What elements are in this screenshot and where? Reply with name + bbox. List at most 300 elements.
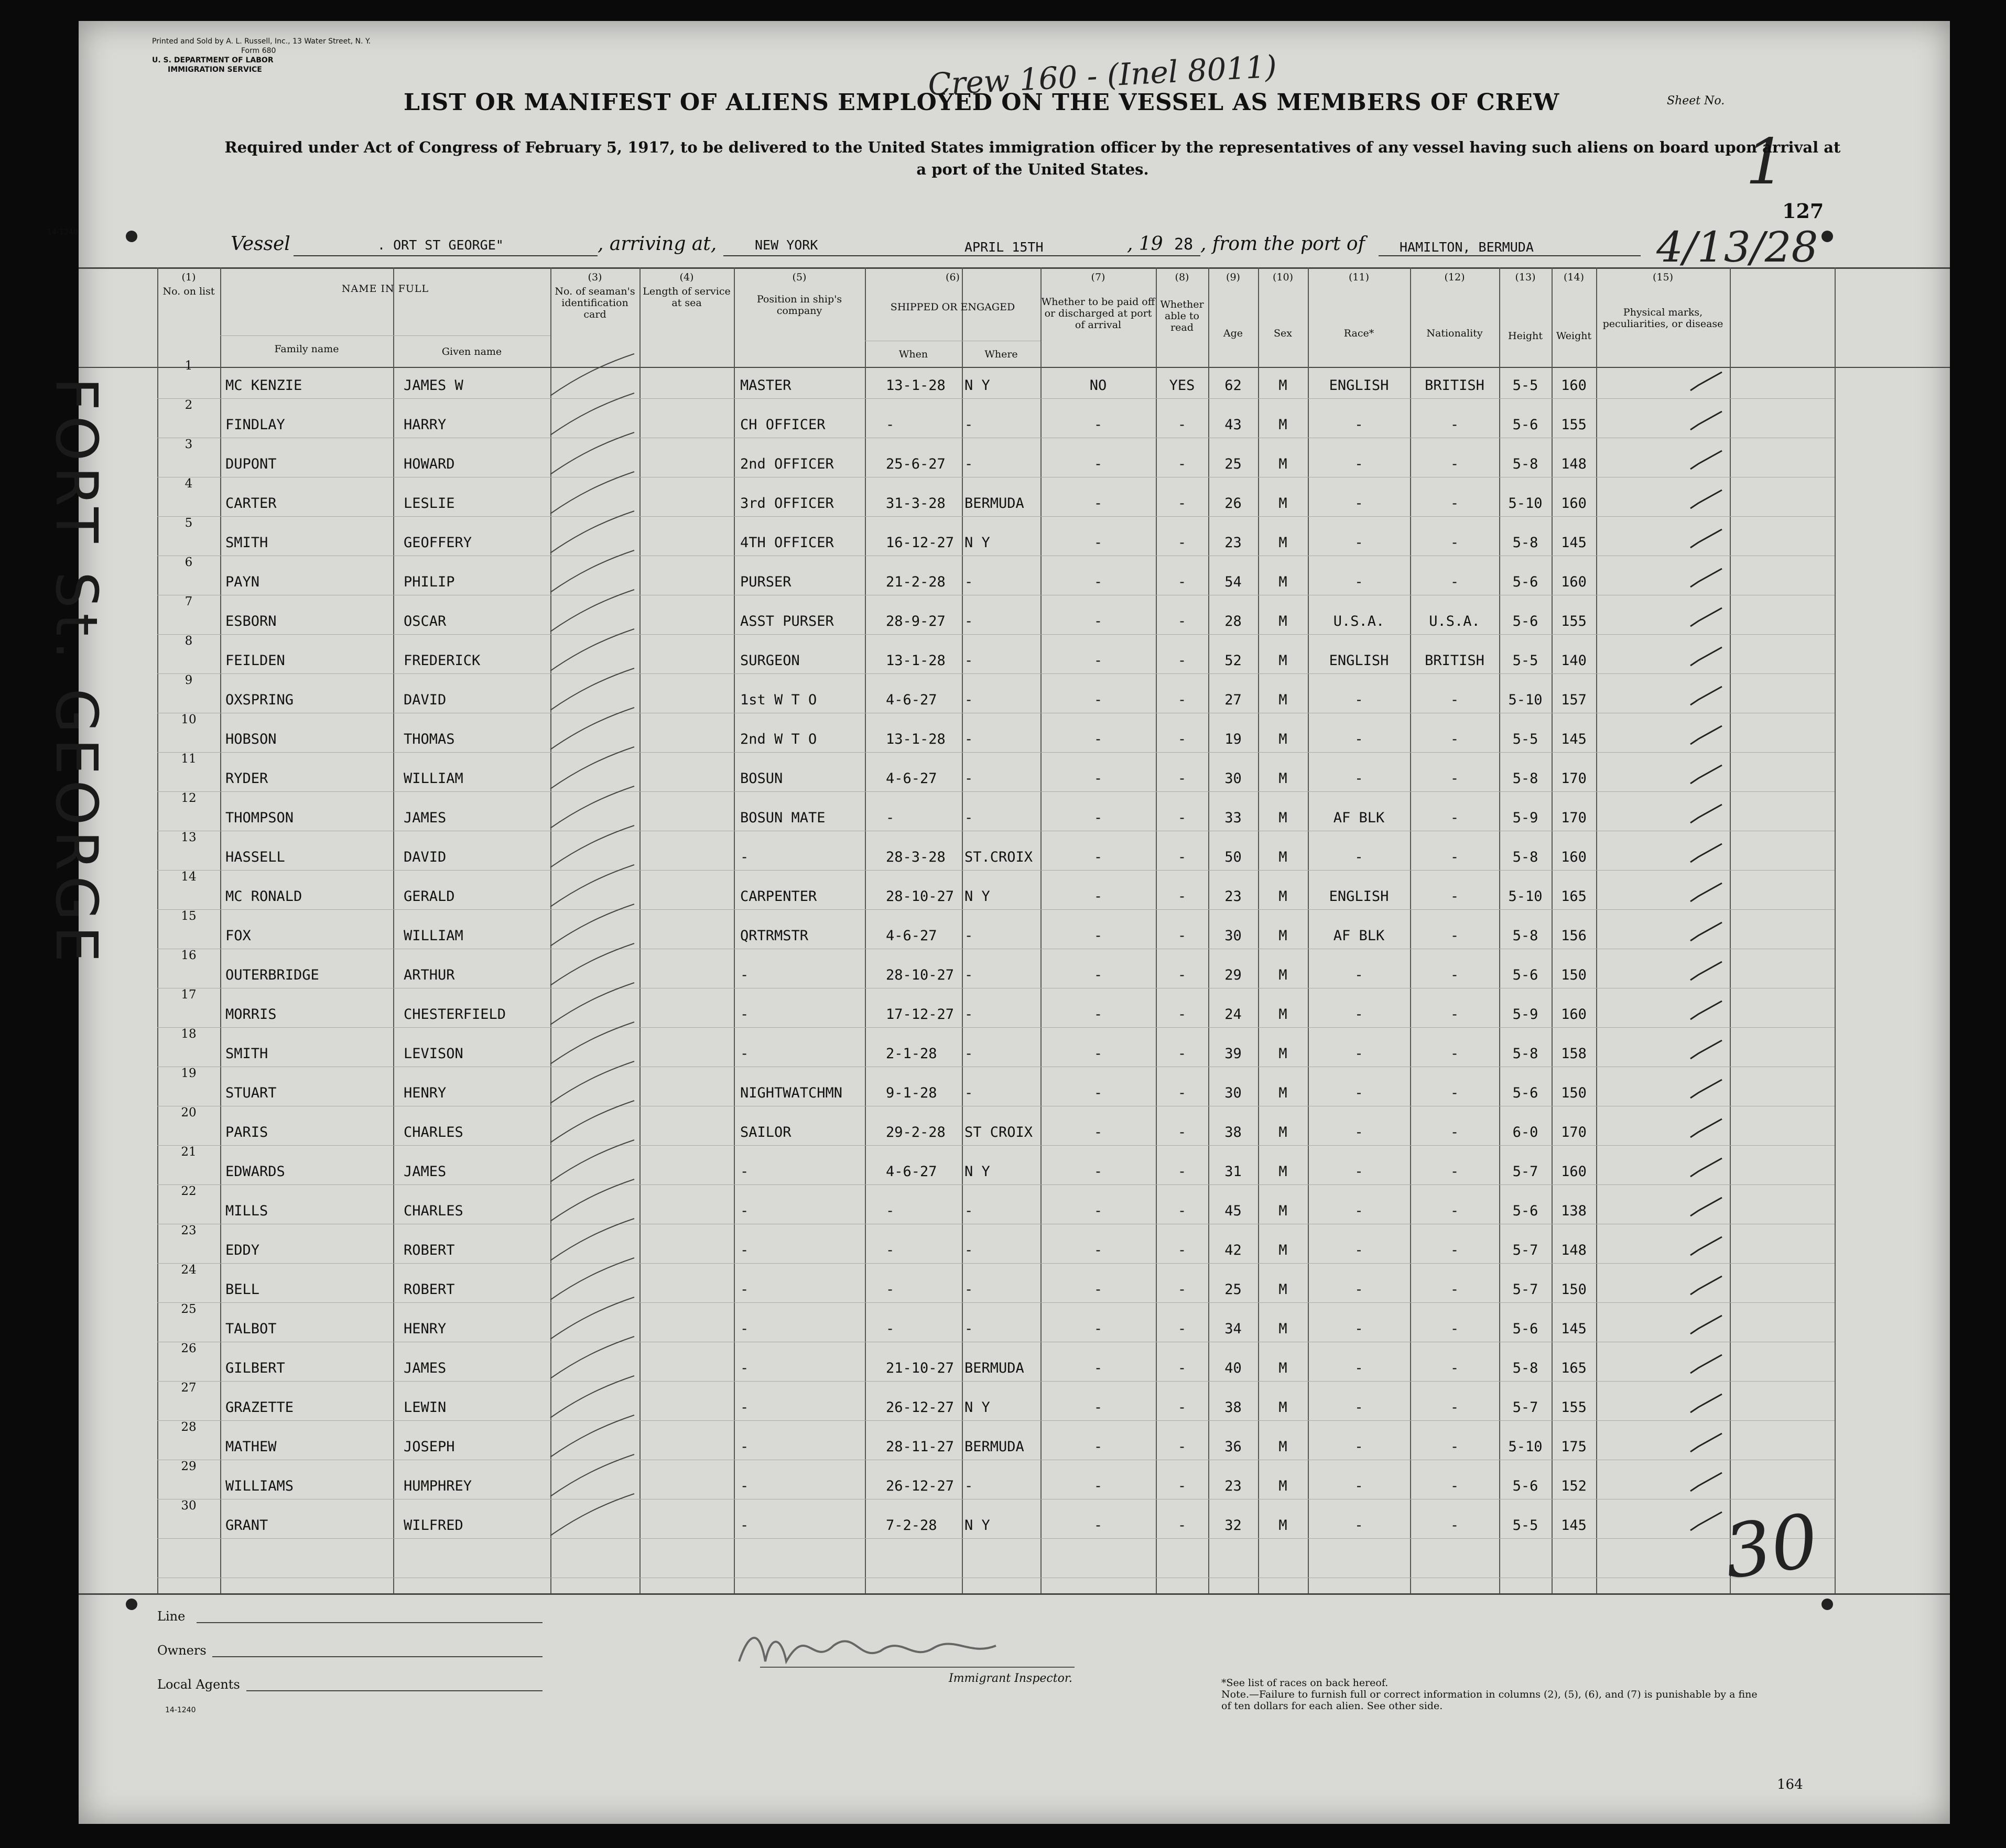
margin-vessel-name: FORT St. GEORGE xyxy=(43,377,110,968)
cell-paid: - xyxy=(1093,1046,1103,1062)
cell-where: ST.CROIX xyxy=(964,849,1033,865)
cell-where: - xyxy=(964,928,973,944)
cell-read: - xyxy=(1177,1124,1187,1140)
check-mark-icon xyxy=(1688,527,1725,553)
cell-where: - xyxy=(964,1478,973,1494)
cell-race: - xyxy=(1354,1242,1363,1258)
check-mark-icon xyxy=(1688,1392,1725,1418)
cell-height: 6-0 xyxy=(1512,1124,1538,1140)
cell-position: QRTRMSTR xyxy=(740,928,809,944)
where-header: Where xyxy=(984,349,1018,360)
cell-weight: 150 xyxy=(1561,1281,1587,1298)
cell-where: - xyxy=(964,1203,973,1219)
cell-weight: 175 xyxy=(1561,1439,1587,1455)
row-rule xyxy=(157,1184,1835,1185)
cell-family: MC KENZIE xyxy=(225,377,302,394)
cell-race: - xyxy=(1354,1321,1363,1337)
cell-when: 25-6-27 xyxy=(886,456,946,472)
row-number: 22 xyxy=(181,1184,197,1198)
handwritten-total: 30 xyxy=(1719,1498,1824,1596)
check-mark-icon xyxy=(1688,763,1725,789)
col10-number: (10) xyxy=(1272,271,1293,283)
cell-age: 24 xyxy=(1224,1006,1242,1023)
cell-given: FREDERICK xyxy=(404,653,481,669)
cell-sex: M xyxy=(1278,653,1287,669)
cell-read: - xyxy=(1177,1478,1187,1494)
cell-when: 13-1-28 xyxy=(886,377,946,394)
cell-nationality: U.S.A. xyxy=(1429,613,1480,629)
col3-number: (3) xyxy=(588,271,602,283)
cell-paid: - xyxy=(1093,692,1103,708)
cell-age: 30 xyxy=(1224,928,1242,944)
cell-when: 21-10-27 xyxy=(886,1360,955,1376)
cell-where: BERMUDA xyxy=(964,495,1024,512)
cell-read: - xyxy=(1177,1085,1187,1101)
cell-age: 36 xyxy=(1224,1439,1242,1455)
cell-race: ENGLISH xyxy=(1329,888,1389,905)
cell-when: 26-12-27 xyxy=(886,1478,955,1494)
cell-age: 34 xyxy=(1224,1321,1242,1337)
cell-age: 28 xyxy=(1224,613,1242,629)
cell-age: 23 xyxy=(1224,1478,1242,1494)
footnote-races: *See list of races on back hereof. xyxy=(1221,1677,1389,1689)
cell-position: 4TH OFFICER xyxy=(740,535,834,551)
cell-race: - xyxy=(1354,574,1363,590)
cell-paid: - xyxy=(1093,888,1103,905)
cell-sex: M xyxy=(1278,1085,1287,1101)
cell-family: DUPONT xyxy=(225,456,277,472)
row-number: 18 xyxy=(181,1027,197,1041)
cell-paid: - xyxy=(1093,967,1103,983)
cell-paid: - xyxy=(1093,1478,1103,1494)
cell-paid: - xyxy=(1093,1203,1103,1219)
cell-sex: M xyxy=(1278,613,1287,629)
cell-when: 4-6-27 xyxy=(886,1164,937,1180)
cell-where: - xyxy=(964,731,973,747)
row-number: 25 xyxy=(181,1302,197,1316)
cell-race: - xyxy=(1354,1439,1363,1455)
cell-nationality: - xyxy=(1450,1085,1459,1101)
check-mark-icon xyxy=(1688,409,1725,435)
cell-family: SMITH xyxy=(225,1046,268,1062)
cell-paid: - xyxy=(1093,613,1103,629)
cell-age: 43 xyxy=(1224,417,1242,433)
table-bottom-rule xyxy=(79,1593,1950,1595)
cell-race: - xyxy=(1354,967,1363,983)
cell-nationality: - xyxy=(1450,810,1459,826)
cell-position: - xyxy=(740,1203,749,1219)
inspector-signature xyxy=(734,1619,1006,1677)
cell-read: - xyxy=(1177,1006,1187,1023)
col5-header: Position in ship's company xyxy=(756,293,842,317)
cell-age: 32 xyxy=(1224,1517,1242,1534)
col13-number: (13) xyxy=(1515,271,1536,283)
cell-given: JOSEPH xyxy=(404,1439,455,1455)
cell-race: - xyxy=(1354,417,1363,433)
cell-paid: - xyxy=(1093,456,1103,472)
row-rule xyxy=(157,1145,1835,1146)
row-rule xyxy=(157,673,1835,674)
cell-age: 39 xyxy=(1224,1046,1242,1062)
cell-race: - xyxy=(1354,1164,1363,1180)
cell-read: - xyxy=(1177,810,1187,826)
cell-height: 5-6 xyxy=(1512,613,1538,629)
cell-height: 5-7 xyxy=(1512,1281,1538,1298)
form-number: Form 680 xyxy=(241,47,276,55)
cell-given: WILLIAM xyxy=(404,770,463,787)
cell-height: 5-10 xyxy=(1508,888,1543,905)
cell-paid: - xyxy=(1093,417,1103,433)
cell-height: 5-5 xyxy=(1512,1517,1538,1534)
cell-position: SURGEON xyxy=(740,653,800,669)
name-in-full-header: NAME IN FULL xyxy=(341,283,429,295)
page-title: LIST OR MANIFEST OF ALIENS EMPLOYED ON THE VESSEL AS MEMBERS OF CREW xyxy=(404,89,1560,116)
cell-weight: 170 xyxy=(1561,770,1587,787)
cell-family: PAYN xyxy=(225,574,260,590)
cell-nationality: - xyxy=(1450,928,1459,944)
cell-family: OXSPRING xyxy=(225,692,294,708)
cell-family: GRAZETTE xyxy=(225,1399,294,1416)
row-number: 14 xyxy=(181,870,197,884)
cell-read: - xyxy=(1177,535,1187,551)
cell-when: 2-1-28 xyxy=(886,1046,937,1062)
id-card-tick-icon xyxy=(545,1491,639,1538)
cell-when: 13-1-28 xyxy=(886,653,946,669)
cell-position: 2nd OFFICER xyxy=(740,456,834,472)
cell-where: - xyxy=(964,653,973,669)
cell-sex: M xyxy=(1278,928,1287,944)
cell-race: - xyxy=(1354,1360,1363,1376)
cell-where: BERMUDA xyxy=(964,1439,1024,1455)
cell-when: 28-9-27 xyxy=(886,613,946,629)
col11-number: (11) xyxy=(1348,271,1369,283)
cell-when: 17-12-27 xyxy=(886,1006,955,1023)
check-mark-icon xyxy=(1688,1116,1725,1143)
cell-nationality: - xyxy=(1450,1164,1459,1180)
cell-family: TALBOT xyxy=(225,1321,277,1337)
cell-weight: 156 xyxy=(1561,928,1587,944)
cell-race: ENGLISH xyxy=(1329,653,1389,669)
cell-race: - xyxy=(1354,535,1363,551)
cell-given: JAMES xyxy=(404,810,447,826)
cell-given: WILLIAM xyxy=(404,928,463,944)
cell-nationality: - xyxy=(1450,731,1459,747)
cell-height: 5-9 xyxy=(1512,810,1538,826)
cell-where: - xyxy=(964,967,973,983)
column-rule xyxy=(393,267,394,1593)
cell-age: 23 xyxy=(1224,535,1242,551)
cell-read: - xyxy=(1177,1242,1187,1258)
handwritten-crew-note: Crew 160 - (Inel 8011) xyxy=(927,48,1278,103)
cell-race: U.S.A. xyxy=(1333,613,1385,629)
cell-position: - xyxy=(740,1321,749,1337)
cell-family: PARIS xyxy=(225,1124,268,1140)
cell-race: - xyxy=(1354,849,1363,865)
row-number: 21 xyxy=(181,1145,197,1159)
cell-weight: 158 xyxy=(1561,1046,1587,1062)
cell-position: - xyxy=(740,1478,749,1494)
cell-race: - xyxy=(1354,1281,1363,1298)
col6-header: SHIPPED OR ENGAGED xyxy=(890,301,1015,313)
weight-header: Weight xyxy=(1556,330,1592,342)
cell-age: 42 xyxy=(1224,1242,1242,1258)
cell-race: - xyxy=(1354,731,1363,747)
row-rule xyxy=(157,1538,1835,1539)
cell-position: 3rd OFFICER xyxy=(740,495,834,512)
service-name: IMMIGRATION SERVICE xyxy=(168,66,262,74)
cell-family: FEILDEN xyxy=(225,653,285,669)
cell-when: 4-6-27 xyxy=(886,770,937,787)
row-number: 5 xyxy=(185,516,193,530)
cell-family: MORRIS xyxy=(225,1006,277,1023)
cell-position: - xyxy=(740,1360,749,1376)
cell-position: 1st W T O xyxy=(740,692,817,708)
cell-race: - xyxy=(1354,1085,1363,1101)
column-rule xyxy=(962,267,963,1593)
cell-given: HOWARD xyxy=(404,456,455,472)
row-number: 30 xyxy=(181,1499,197,1513)
cell-when: 28-10-27 xyxy=(886,967,955,983)
row-number: 28 xyxy=(181,1420,197,1434)
cell-paid: - xyxy=(1093,1399,1103,1416)
row-number: 15 xyxy=(181,909,197,923)
cell-given: ROBERT xyxy=(404,1242,455,1258)
cell-height: 5-7 xyxy=(1512,1399,1538,1416)
cell-read: - xyxy=(1177,574,1187,590)
cell-weight: 160 xyxy=(1561,574,1587,590)
col1-header: No. on list xyxy=(162,286,215,297)
cell-nationality: - xyxy=(1450,1242,1459,1258)
check-mark-icon xyxy=(1688,1352,1725,1378)
punch-hole xyxy=(1821,1599,1833,1610)
cell-when: - xyxy=(886,1321,895,1337)
arriving-label: , arriving at, xyxy=(598,233,717,255)
cell-when: 4-6-27 xyxy=(886,692,937,708)
check-mark-icon xyxy=(1688,1156,1725,1182)
row-rule xyxy=(157,1420,1835,1421)
cell-read: YES xyxy=(1169,377,1195,394)
page-corner-number: 164 xyxy=(1777,1777,1803,1792)
cell-family: FINDLAY xyxy=(225,417,285,433)
column-rule xyxy=(1835,267,1836,1593)
cell-height: 5-6 xyxy=(1512,1478,1538,1494)
cell-read: - xyxy=(1177,849,1187,865)
family-name-header: Family name xyxy=(274,343,339,355)
cell-when: - xyxy=(886,1281,895,1298)
cell-given: CHESTERFIELD xyxy=(404,1006,506,1023)
cell-read: - xyxy=(1177,456,1187,472)
cell-height: 5-9 xyxy=(1512,1006,1538,1023)
check-mark-icon xyxy=(1688,802,1725,828)
cell-age: 62 xyxy=(1224,377,1242,394)
cell-height: 5-10 xyxy=(1508,495,1543,512)
row-rule xyxy=(157,909,1835,910)
cell-weight: 160 xyxy=(1561,1164,1587,1180)
cell-when: 28-11-27 xyxy=(886,1439,955,1455)
cell-weight: 155 xyxy=(1561,1399,1587,1416)
cell-given: HENRY xyxy=(404,1321,447,1337)
cell-read: - xyxy=(1177,653,1187,669)
cell-sex: M xyxy=(1278,1399,1287,1416)
cell-sex: M xyxy=(1278,1517,1287,1534)
cell-weight: 155 xyxy=(1561,613,1587,629)
cell-weight: 155 xyxy=(1561,417,1587,433)
cell-where: N Y xyxy=(964,535,990,551)
cell-nationality: - xyxy=(1450,1478,1459,1494)
cell-sex: M xyxy=(1278,456,1287,472)
sex-header: Sex xyxy=(1274,328,1292,339)
cell-sex: M xyxy=(1278,810,1287,826)
cell-read: - xyxy=(1177,1046,1187,1062)
row-number: 2 xyxy=(185,398,193,412)
cell-weight: 160 xyxy=(1561,377,1587,394)
printer-imprint xyxy=(152,37,371,74)
from-port-label: , from the port of xyxy=(1200,233,1365,255)
cell-weight: 160 xyxy=(1561,495,1587,512)
row-number: 20 xyxy=(181,1106,197,1119)
check-mark-icon xyxy=(1688,1431,1725,1457)
cell-family: EDWARDS xyxy=(225,1164,285,1180)
cell-given: LEWIN xyxy=(404,1399,447,1416)
arrival-port: NEW YORK xyxy=(755,237,818,253)
cell-paid: - xyxy=(1093,1124,1103,1140)
col4-number: (4) xyxy=(679,271,694,283)
cell-paid: - xyxy=(1093,1281,1103,1298)
footer-owners-label: Owners xyxy=(157,1643,207,1658)
cell-given: CHARLES xyxy=(404,1203,463,1219)
cell-position: - xyxy=(740,1046,749,1062)
cell-when: 28-3-28 xyxy=(886,849,946,865)
row-number: 23 xyxy=(181,1224,197,1237)
cell-age: 26 xyxy=(1224,495,1242,512)
row-number: 7 xyxy=(185,595,193,608)
given-name-header: Given name xyxy=(441,346,502,357)
row-number: 17 xyxy=(181,988,197,1002)
cell-sex: M xyxy=(1278,1478,1287,1494)
cell-height: 5-6 xyxy=(1512,967,1538,983)
cell-position: 2nd W T O xyxy=(740,731,817,747)
vessel-name: . ORT ST GEORGE" xyxy=(377,237,504,253)
cell-family: FOX xyxy=(225,928,251,944)
cell-race: - xyxy=(1354,770,1363,787)
cell-paid: - xyxy=(1093,1517,1103,1534)
cell-paid: - xyxy=(1093,770,1103,787)
cell-given: PHILIP xyxy=(404,574,455,590)
cell-nationality: - xyxy=(1450,1360,1459,1376)
cell-sex: M xyxy=(1278,1439,1287,1455)
cell-nationality: - xyxy=(1450,1124,1459,1140)
col15-number: (15) xyxy=(1652,271,1673,283)
cell-height: 5-5 xyxy=(1512,377,1538,394)
check-mark-icon xyxy=(1688,645,1725,671)
cell-given: OSCAR xyxy=(404,613,447,629)
cell-where: - xyxy=(964,613,973,629)
column-rule xyxy=(639,267,641,1593)
cell-when: - xyxy=(886,417,895,433)
header-bottom-rule xyxy=(79,367,1950,368)
cell-position: MASTER xyxy=(740,377,791,394)
cell-sex: M xyxy=(1278,849,1287,865)
cell-family: MILLS xyxy=(225,1203,268,1219)
cell-age: 23 xyxy=(1224,888,1242,905)
cell-position: - xyxy=(740,967,749,983)
cell-age: 54 xyxy=(1224,574,1242,590)
cell-read: - xyxy=(1177,928,1187,944)
cell-position: NIGHTWATCHMN xyxy=(740,1085,843,1101)
cell-paid: - xyxy=(1093,1242,1103,1258)
row-number: 29 xyxy=(181,1460,197,1473)
cell-nationality: - xyxy=(1450,1281,1459,1298)
cell-given: ARTHUR xyxy=(404,967,455,983)
cell-race: - xyxy=(1354,1124,1363,1140)
cell-where: - xyxy=(964,1046,973,1062)
cell-sex: M xyxy=(1278,535,1287,551)
cell-when: - xyxy=(886,1203,895,1219)
cell-paid: - xyxy=(1093,1006,1103,1023)
handwritten-date: 4/13/28 xyxy=(1656,223,1818,271)
cell-position: BOSUN MATE xyxy=(740,810,826,826)
cell-weight: 138 xyxy=(1561,1203,1587,1219)
check-mark-icon xyxy=(1688,841,1725,867)
form-code-bottom: 14-1240 xyxy=(165,1706,196,1714)
cell-age: 19 xyxy=(1224,731,1242,747)
nationality-header: Nationality xyxy=(1426,328,1483,339)
cell-age: 30 xyxy=(1224,770,1242,787)
cell-paid: - xyxy=(1093,1439,1103,1455)
cell-when: 29-2-28 xyxy=(886,1124,946,1140)
cell-family: OUTERBRIDGE xyxy=(225,967,319,983)
cell-where: - xyxy=(964,456,973,472)
cell-when: 7-2-28 xyxy=(886,1517,937,1534)
cell-paid: - xyxy=(1093,535,1103,551)
cell-where: - xyxy=(964,810,973,826)
cell-nationality: BRITISH xyxy=(1425,377,1484,394)
cell-sex: M xyxy=(1278,1360,1287,1376)
row-rule xyxy=(157,1263,1835,1264)
cell-race: - xyxy=(1354,1006,1363,1023)
cell-family: RYDER xyxy=(225,770,268,787)
footnote xyxy=(1221,1677,1766,1712)
arrival-year: 28 xyxy=(1174,235,1194,254)
cell-race: AF BLK xyxy=(1333,810,1385,826)
row-number: 10 xyxy=(181,713,197,726)
cell-weight: 170 xyxy=(1561,1124,1587,1140)
col4-header: Length of service at sea xyxy=(643,286,731,309)
cell-given: DAVID xyxy=(404,849,447,865)
cell-where: - xyxy=(964,1281,973,1298)
check-mark-icon xyxy=(1688,1234,1725,1260)
cell-when: 26-12-27 xyxy=(886,1399,955,1416)
cell-when: 16-12-27 xyxy=(886,535,955,551)
cell-given: WILFRED xyxy=(404,1517,463,1534)
cell-family: HOBSON xyxy=(225,731,277,747)
cell-where: - xyxy=(964,417,973,433)
cell-nationality: - xyxy=(1450,770,1459,787)
cell-height: 5-8 xyxy=(1512,1360,1538,1376)
cell-sex: M xyxy=(1278,888,1287,905)
cell-height: 5-7 xyxy=(1512,1242,1538,1258)
row-rule xyxy=(157,791,1835,792)
cell-weight: 145 xyxy=(1561,1321,1587,1337)
col5-number: (5) xyxy=(792,271,807,283)
cell-race: - xyxy=(1354,692,1363,708)
row-number: 13 xyxy=(181,831,197,844)
check-mark-icon xyxy=(1688,1077,1725,1103)
check-mark-icon xyxy=(1688,487,1725,514)
cell-height: 5-6 xyxy=(1512,417,1538,433)
column-rule xyxy=(734,267,735,1593)
cell-paid: - xyxy=(1093,653,1103,669)
